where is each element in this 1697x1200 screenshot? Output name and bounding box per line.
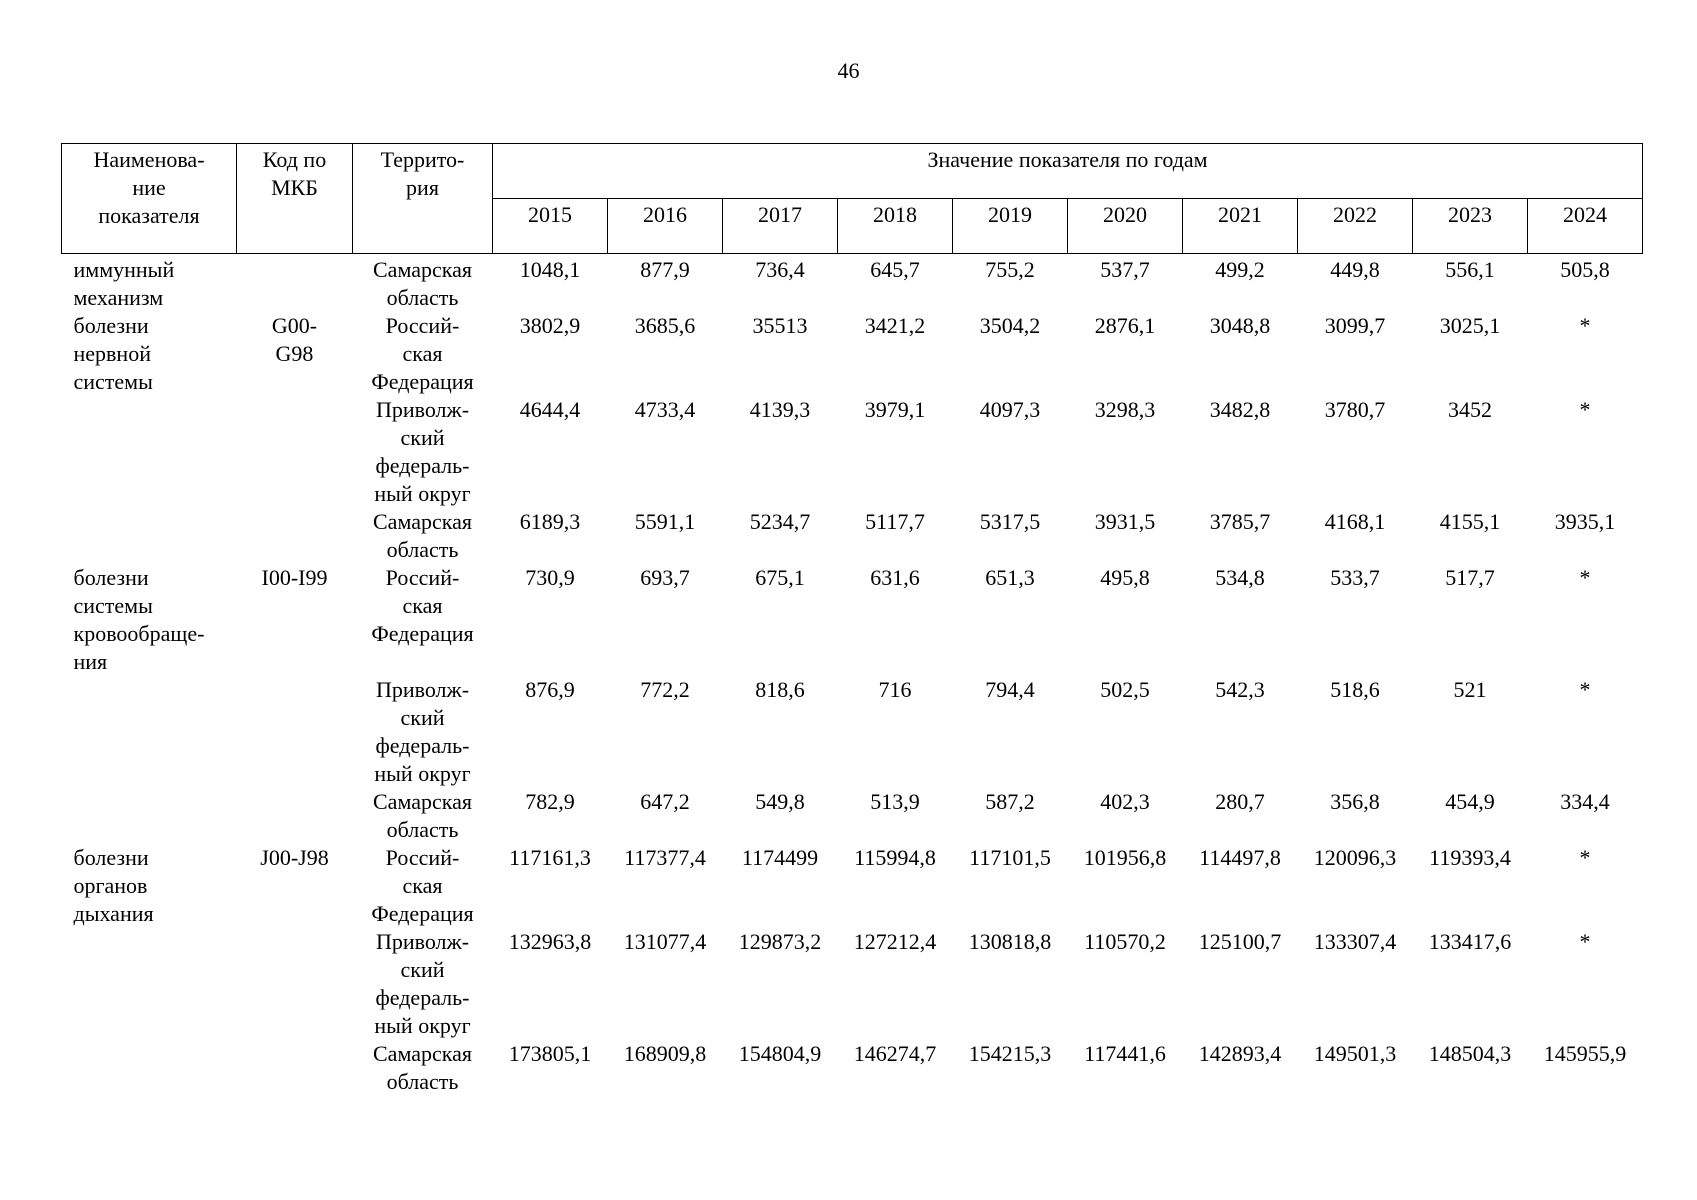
value-cell: 454,9 [1445,789,1495,814]
icd-code-cell [237,1040,353,1096]
value-cell: 4139,3 [749,397,811,422]
value-cell: 154215,3 [968,1041,1052,1066]
value-cell: 117441,6 [1084,1041,1166,1066]
territory-cell: Приволж- ский федераль- ный округ [374,397,471,506]
value-cell: 173805,1 [508,1041,592,1066]
value-cell: 675,1 [755,565,805,590]
value-cell: 35513 [752,313,808,338]
value-cell: 125100,7 [1198,929,1282,954]
value-cell: 117377,4 [624,845,706,870]
icd-code-cell [237,396,353,508]
value-cell: 117101,5 [969,845,1051,870]
value-cell: 3504,2 [979,313,1041,338]
header-year-2016: 2016 [608,199,723,254]
value-cell: 145955,9 [1543,1041,1627,1066]
table-row [62,312,1643,396]
territory-cell: Приволж- ский федераль- ный округ [374,929,471,1038]
indicator-name-cell: болезни нервной системы [73,313,153,394]
value-cell: 114497,8 [1199,845,1281,870]
value-cell: 651,3 [985,565,1035,590]
value-cell: 402,3 [1100,789,1150,814]
value-cell: 499,2 [1215,257,1265,282]
table-body [62,254,1643,1097]
header-year-2022: 2022 [1298,199,1413,254]
statistics-table [61,143,1643,1096]
value-cell: 3685,6 [634,313,696,338]
value-cell: 4733,4 [634,397,696,422]
value-cell: 736,4 [755,257,805,282]
value-cell: 772,2 [640,677,690,702]
value-cell: 517,7 [1445,565,1495,590]
header-year-2021: 2021 [1183,199,1298,254]
value-cell: 129873,2 [738,929,822,954]
value-cell: 133417,6 [1428,929,1512,954]
value-cell: 716 [878,677,912,702]
value-cell: 3421,2 [864,313,926,338]
value-cell: 146274,7 [853,1041,937,1066]
value-cell: 101956,8 [1083,845,1167,870]
territory-cell: Самарская область [373,789,472,842]
value-cell: * [1579,929,1591,954]
value-cell: 3935,1 [1554,509,1616,534]
table-row [62,676,1643,788]
indicator-name-cell [62,788,237,844]
value-cell: 549,8 [755,789,805,814]
icd-code-cell: G00- G98 [271,313,318,366]
value-cell: 127212,4 [853,929,937,954]
header-icd-code: Код по МКБ [237,144,353,254]
value-cell: 876,9 [525,677,575,702]
value-cell: 533,7 [1330,565,1380,590]
value-cell: 6189,3 [519,509,581,534]
value-cell: 3802,9 [519,313,581,338]
value-cell: 495,8 [1100,565,1150,590]
territory-cell: Самарская область [373,257,472,310]
value-cell: 877,9 [640,257,690,282]
value-cell: 5317,5 [979,509,1041,534]
value-cell: 631,6 [870,565,920,590]
value-cell: 154804,9 [738,1041,822,1066]
value-cell: * [1579,313,1591,338]
header-year-2017: 2017 [723,199,838,254]
territory-cell: Самарская область [373,509,472,562]
indicator-name-cell [62,676,237,788]
icd-code-cell [237,508,353,564]
value-cell: 521 [1453,677,1487,702]
header-values-by-year: Значение показателя по годам [493,144,1643,199]
value-cell: * [1579,397,1591,422]
value-cell: 556,1 [1445,257,1495,282]
indicator-name-cell [62,396,237,508]
value-cell: 148504,3 [1428,1041,1512,1066]
indicator-name-cell [62,508,237,564]
header-territory: Террито- рия [353,144,493,254]
territory-cell: Самарская область [373,1041,472,1094]
header-indicator-name: Наименова- ние показателя [62,144,237,254]
value-cell: 168909,8 [623,1041,707,1066]
value-cell: 3452 [1448,397,1492,422]
value-cell: 4097,3 [979,397,1041,422]
table-row [62,844,1643,928]
value-cell: 149501,3 [1313,1041,1397,1066]
territory-cell: Россий- ская Федерация [371,313,474,394]
header-year-2019: 2019 [953,199,1068,254]
value-cell: 130818,8 [968,929,1052,954]
value-cell: 119393,4 [1429,845,1511,870]
icd-code-cell [237,254,353,313]
value-cell: 4644,4 [519,397,581,422]
value-cell: 1048,1 [519,257,581,282]
territory-cell: Россий- ская Федерация [371,565,474,646]
value-cell: 534,8 [1215,565,1265,590]
value-cell: 518,6 [1330,677,1380,702]
value-cell: 5234,7 [749,509,811,534]
table-row [62,508,1643,564]
value-cell: 280,7 [1215,789,1265,814]
icd-code-cell: I00-I99 [261,565,328,590]
header-year-2015: 2015 [493,199,608,254]
value-cell: 537,7 [1100,257,1150,282]
value-cell: 131077,4 [623,929,707,954]
value-cell: * [1579,565,1591,590]
value-cell: 513,9 [870,789,920,814]
value-cell: 782,9 [525,789,575,814]
value-cell: 3979,1 [864,397,926,422]
value-cell: 5117,7 [865,509,925,534]
value-cell: * [1579,677,1591,702]
value-cell: 587,2 [985,789,1035,814]
indicator-name-cell: болезни системы кровообраще- ния [73,565,205,674]
header-year-2018: 2018 [838,199,953,254]
value-cell: 133307,4 [1313,929,1397,954]
table-row [62,928,1643,1040]
value-cell: 4168,1 [1324,509,1386,534]
value-cell: 449,8 [1330,257,1380,282]
value-cell: 3780,7 [1324,397,1386,422]
value-cell: 818,6 [755,677,805,702]
value-cell: 115994,8 [854,845,936,870]
value-cell: 730,9 [525,565,575,590]
value-cell: 755,2 [985,257,1035,282]
table-row [62,1040,1643,1096]
value-cell: 647,2 [640,789,690,814]
value-cell: 693,7 [640,565,690,590]
value-cell: 505,8 [1560,257,1610,282]
icd-code-cell [237,788,353,844]
value-cell: 3025,1 [1439,313,1501,338]
value-cell: 110570,2 [1084,929,1166,954]
value-cell: 1174499 [741,845,819,870]
value-cell: 356,8 [1330,789,1380,814]
value-cell: * [1579,845,1591,870]
table-row [62,788,1643,844]
value-cell: 4155,1 [1439,509,1501,534]
icd-code-cell [237,676,353,788]
value-cell: 142893,4 [1198,1041,1282,1066]
value-cell: 3785,7 [1209,509,1271,534]
value-cell: 502,5 [1100,677,1150,702]
value-cell: 3099,7 [1324,313,1386,338]
icd-code-cell: J00-J98 [260,845,329,870]
header-year-2023: 2023 [1413,199,1528,254]
value-cell: 3048,8 [1209,313,1271,338]
value-cell: 3298,3 [1094,397,1156,422]
indicator-name-cell [62,1040,237,1096]
table-row [62,396,1643,508]
value-cell: 645,7 [870,257,920,282]
value-cell: 2876,1 [1094,313,1156,338]
territory-cell: Россий- ская Федерация [371,845,474,926]
header-year-2024: 2024 [1528,199,1643,254]
value-cell: 132963,8 [508,929,592,954]
value-cell: 3482,8 [1209,397,1271,422]
value-cell: 3931,5 [1094,509,1156,534]
value-cell: 120096,3 [1313,845,1397,870]
indicator-name-cell [62,928,237,1040]
indicator-name-cell: болезни органов дыхания [73,845,154,926]
page-number: 46 [837,58,860,83]
value-cell: 5591,1 [634,509,696,534]
territory-cell: Приволж- ский федераль- ный округ [374,677,471,786]
value-cell: 117161,3 [509,845,591,870]
value-cell: 542,3 [1215,677,1265,702]
value-cell: 794,4 [985,677,1035,702]
table-row [62,564,1643,676]
table-row [62,254,1643,313]
header-year-2020: 2020 [1068,199,1183,254]
statistics-table-container [61,143,1642,1096]
value-cell: 334,4 [1560,789,1610,814]
icd-code-cell [237,928,353,1040]
indicator-name-cell: иммунный механизм [73,257,175,310]
